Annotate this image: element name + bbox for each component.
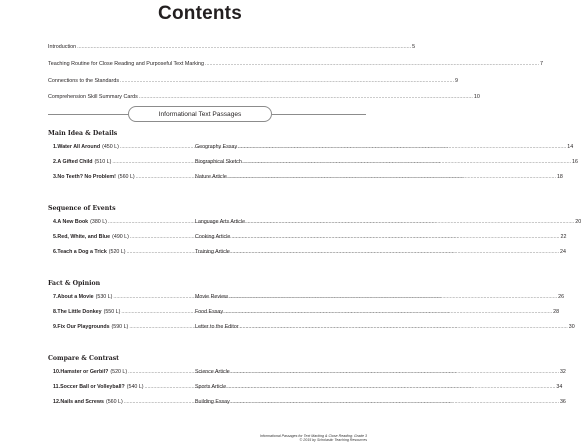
footer-copyright: © 2015 by Scholastic Teaching Resources: [299, 438, 367, 443]
intro-item-label: Introduction: [48, 44, 77, 50]
entry-lexile: (560 L): [105, 399, 123, 405]
entry-lexile: (520 L): [108, 249, 126, 255]
entry-lexile: (510 L): [94, 159, 112, 165]
entry-page: 16: [572, 159, 578, 165]
entry-title: A Gifted Child: [57, 159, 93, 165]
entry-page: 20: [575, 219, 581, 225]
intro-item-page: 10: [473, 94, 480, 101]
banner-rule-right: [272, 114, 366, 115]
entry-lexile: (490 L): [112, 234, 129, 240]
leader-dots: [231, 234, 559, 240]
intro-item-label: Teaching Routine for Close Reading and Purposeful Text Marking: [48, 60, 205, 67]
entry-page: 30: [568, 324, 575, 330]
entry-title: The Little Donkey: [57, 309, 102, 315]
entry-lexile: (590 L): [111, 324, 129, 330]
leader-dots: [240, 324, 568, 330]
entry-genre: Language Arts Article: [195, 219, 246, 225]
intro-item-page: 5: [412, 44, 416, 50]
entry-number: 4.: [53, 219, 58, 225]
section-fact-opinion: [48, 280, 575, 339]
leader-dots: [227, 384, 555, 390]
entry-number: 6.: [53, 249, 58, 255]
entry-number: 7.: [53, 294, 58, 300]
entry-title: Fix Our Playgrounds: [57, 324, 110, 330]
entry-number: 11.: [53, 384, 61, 390]
entry-genre: Nature Article: [195, 174, 227, 180]
leader-dots: [228, 174, 556, 180]
entry-page: 26: [558, 294, 565, 300]
leader-dots: [120, 78, 454, 84]
section-sequence: [48, 205, 581, 264]
leader-dots: [77, 44, 411, 50]
entry-page: 28: [553, 309, 560, 315]
leader-dots: [224, 309, 552, 315]
entry-page: 32: [559, 369, 566, 375]
section-heading: Fact & Opinion: [48, 280, 101, 287]
footer-book-title: Informational Passages for Text Marking & Close Reading: Grade 3: [259, 434, 367, 438]
toc-entry[interactable]: [48, 324, 575, 339]
intro-item[interactable]: [48, 77, 459, 95]
page-footer: [260, 434, 367, 442]
toc-entry[interactable]: [48, 384, 563, 399]
entry-lexile: (560 L): [117, 174, 135, 180]
entry-lexile: (530 L): [95, 294, 113, 300]
entry-genre: Cooking Article: [195, 234, 231, 240]
entry-title: No Teeth? No Problem!: [57, 174, 116, 180]
toc-entry[interactable]: [48, 219, 581, 234]
entry-genre: Sports Article: [195, 384, 227, 390]
entry-genre: Biographical Sketch: [195, 159, 242, 165]
entry-page: 18: [556, 174, 563, 180]
intro-item-page: 7: [540, 60, 544, 67]
intro-item[interactable]: [48, 44, 416, 61]
section-heading: Compare & Contrast: [48, 355, 120, 362]
entry-genre: Training Article: [195, 249, 230, 255]
entry-title: Hamster or Gerbil?: [60, 369, 109, 375]
entry-lexile: (520 L): [110, 369, 128, 375]
toc-entry[interactable]: [48, 174, 563, 189]
leader-dots: [238, 144, 566, 150]
entry-page: 14: [567, 144, 574, 150]
entry-genre: Science Article: [195, 369, 230, 375]
toc-entry[interactable]: [48, 234, 567, 249]
entry-page: 24: [560, 249, 566, 255]
entry-number: 9.: [53, 324, 58, 330]
leader-dots: [246, 219, 574, 225]
section-heading: Main Idea & Details: [48, 130, 118, 137]
entry-lexile: (380 L): [90, 219, 107, 225]
entry-lexile: (450 L): [102, 144, 119, 150]
entry-title: About a Movie: [57, 294, 94, 300]
section-heading: Sequence of Events: [48, 205, 116, 212]
intro-item-label: Connections to the Standards: [48, 77, 120, 84]
entry-page: 22: [560, 234, 567, 240]
toc-entry[interactable]: [48, 159, 578, 174]
toc-entry[interactable]: [48, 249, 566, 264]
section-banner: Informational Text Passages: [128, 106, 272, 122]
page-title: Contents: [158, 3, 242, 24]
entry-number: 5.: [53, 234, 58, 240]
leader-dots: [229, 294, 557, 300]
entry-title: Teach a Dog a Trick: [57, 249, 107, 255]
toc-entry[interactable]: [48, 144, 574, 159]
entry-number: 3.: [53, 174, 58, 180]
toc-entry[interactable]: [48, 399, 566, 414]
intro-item-label: Comprehension Skill Summary Cards: [48, 94, 138, 101]
entry-lexile: (550 L): [103, 309, 121, 315]
entry-number: 12.: [53, 399, 61, 405]
entry-genre: Building Essay: [195, 399, 230, 405]
entry-genre: Letter to the Editor: [195, 324, 239, 330]
section-main-idea: [48, 130, 578, 189]
entry-number: 2.: [53, 159, 58, 165]
leader-dots: [231, 369, 559, 375]
entry-genre: Movie Review: [195, 294, 228, 300]
toc-entry[interactable]: [48, 294, 565, 309]
entry-page: 34: [556, 384, 563, 390]
leader-dots: [231, 399, 559, 405]
section-compare-contrast: [48, 355, 566, 414]
entry-title: A New Book: [57, 219, 89, 225]
leader-dots: [205, 61, 539, 67]
entry-title: Soccer Ball or Volleyball?: [60, 384, 125, 390]
intro-list: [48, 44, 544, 111]
entry-lexile: (540 L): [126, 384, 144, 390]
entry-genre: Food Essay: [195, 309, 223, 315]
leader-dots: [243, 159, 571, 165]
leader-dots: [231, 249, 559, 255]
entry-number: 1.: [53, 144, 58, 150]
toc-entry[interactable]: [48, 309, 560, 324]
leader-dots: [139, 94, 473, 100]
entry-number: 10.: [53, 369, 61, 375]
entry-title: Red, White, and Blue: [57, 234, 111, 240]
intro-item[interactable]: [48, 60, 544, 78]
intro-item-page: 9: [455, 77, 459, 84]
banner-rule-left: [48, 114, 128, 115]
entry-page: 36: [559, 399, 566, 405]
entry-title: Water All Around: [57, 144, 101, 150]
entry-title: Nails and Screws: [60, 399, 104, 405]
entry-number: 8.: [53, 309, 58, 315]
entry-genre: Geography Essay: [195, 144, 238, 150]
toc-entry[interactable]: [48, 369, 566, 384]
